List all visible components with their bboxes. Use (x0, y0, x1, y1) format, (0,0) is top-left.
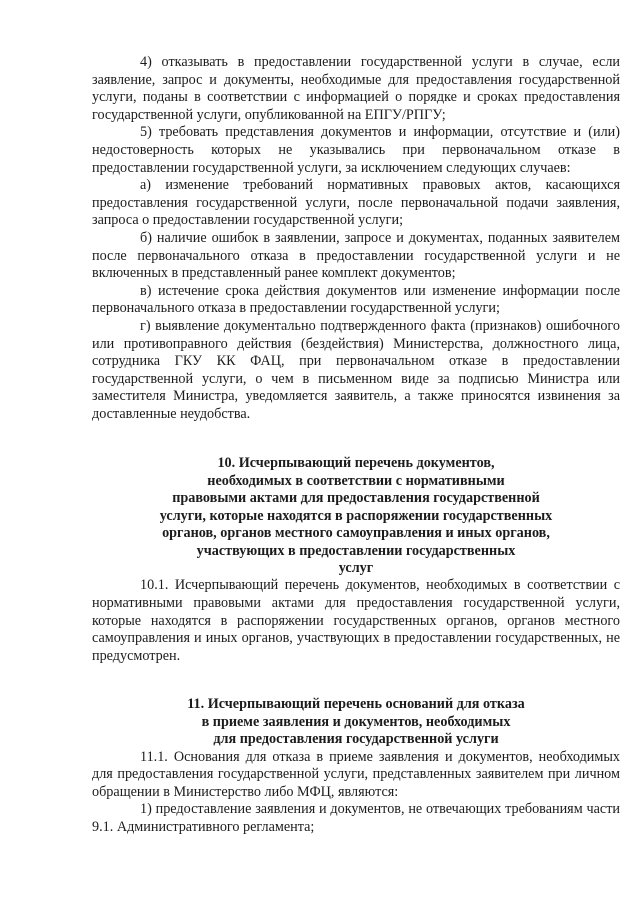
subitem-g: г) выявление документально подтвержденного факта (признаков) ошибочного или противоправного действия (бездействия) Министерства, должностного лица, сотрудника ГКУ КК ФАЦ, при первоначальном отказе в предоставлении государственной услуги, о чем в письменном виде за подписью Министра или заместителя Министра, уведомляется заявитель, а также приносятся извинения за доставленные неудобства. (92, 317, 620, 422)
section-10-heading (92, 455, 620, 577)
heading-line: 11. Исчерпывающий перечень оснований для отказа (187, 696, 525, 713)
section-11-1-body: 11.1. Основания для отказа в приеме заявления и документов, необходимых для предоставления государственной услуги, представленных заявителем при личном обращении в Министерство либо МФЦ, являются: (92, 748, 620, 800)
subitem-b: б) наличие ошибок в заявлении, запросе и документах, поданных заявителем после первоначального отказа в предоставлении государственной услуги и не включенных в представленный ранее комплект документов; (92, 229, 620, 282)
heading-line: необходимых в соответствии с нормативными (207, 472, 505, 489)
heading-line: в приеме заявления и документов, необходимых (201, 713, 511, 730)
heading-line: для предоставления государственной услуги (213, 731, 499, 748)
subitem-v: в) истечение срока действия документов или изменение информации после первоначального отказа в предоставлении государственной услуги; (92, 282, 620, 317)
section-11-item-1: 1) предоставление заявления и документов, не отвечающих требованиям части 9.1. Административного регламента; (92, 801, 620, 835)
subitem-a: а) изменение требований нормативных правовых актов, касающихся предоставления государственной услуги, после первоначальной подачи заявления, запроса о предоставлении государственной услуги; (92, 177, 620, 229)
section-11-heading (92, 696, 620, 748)
list-item-5: 5) требовать представления документов и информации, отсутствие и (или) недостоверность которых не указывались при первоначальном отказе в предоставлении государственной услуги, за исключением следующих случаев: (92, 124, 620, 176)
heading-line: 10. Исчерпывающий перечень документов, (217, 455, 495, 472)
heading-line: услуг (338, 559, 374, 576)
list-item-4: 4) отказывать в предоставлении государственной услуги в случае, если заявление, запрос и документы, необходимые для предоставления государственной услуги, поданы в соответствии с информацией о порядке и сроках предоставления государственной услуги, опубликованной на ЕПГУ/РПГУ; (92, 54, 620, 123)
heading-line: органов, органов местного самоуправления и иных органов, (162, 525, 550, 542)
heading-line: услуги, которые находятся в распоряжении государственных (159, 507, 553, 524)
heading-line: участвующих в предоставлении государственных (196, 542, 516, 559)
section-10-body: 10.1. Исчерпывающий перечень документов, необходимых в соответствии с нормативными правовыми актами для предоставления государственной услуги, которые находятся в распоряжении государственных органов, органов местного самоуправления и иных органов, участвующих в предоставлении государственных, не предусмотрен. (92, 577, 620, 664)
heading-line: правовыми актами для предоставления государственной (172, 490, 540, 507)
